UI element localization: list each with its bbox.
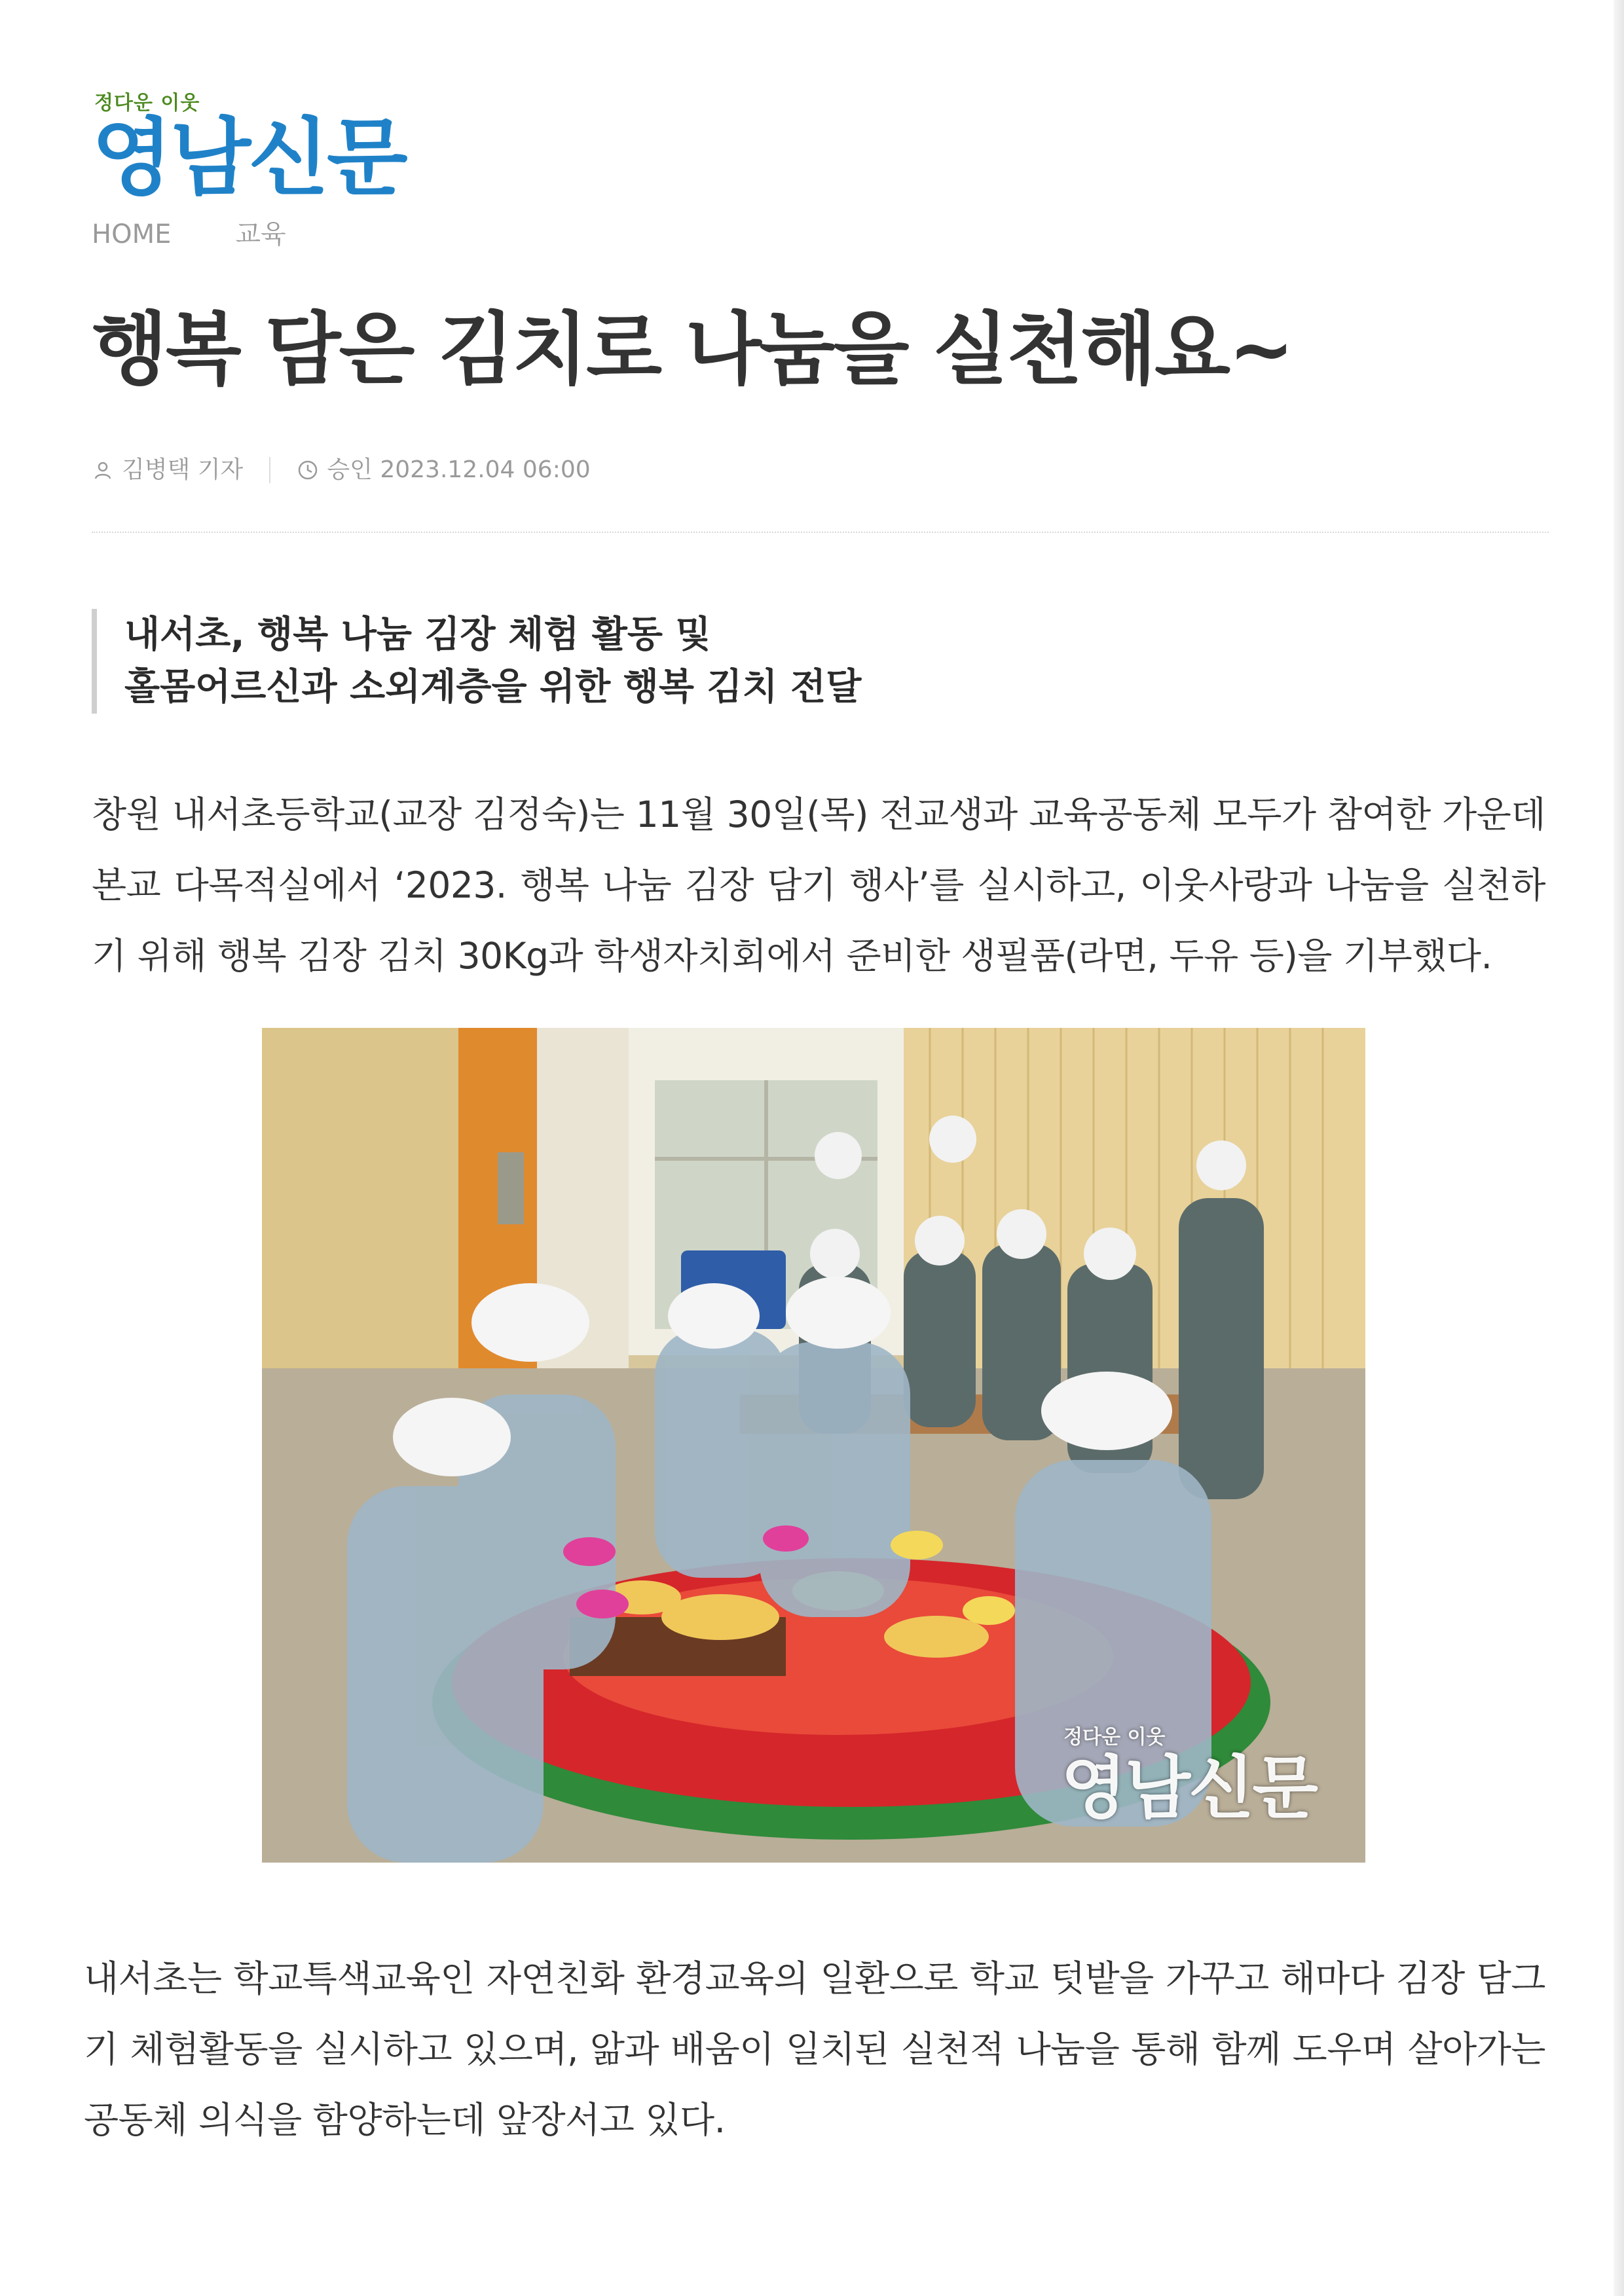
- article-paragraph-1: 창원 내서초등학교(교장 김정숙)는 11월 30일(목) 전교생과 교육공동체 모두가 참여한 가운데 본교 다목적실에서 ‘2023. 행복 나눔 김장 담기 행사’를 실시하고, 이웃사랑과 나눔을 실천하기 위해 행복 김장 김치 30Kg과 학생자치회에서 준비한 생필품(라면, 두유 등)을 기부했다.: [92, 793, 1545, 977]
- article-headline: 행복 담은 김치로 나눔을 실천해요~: [92, 304, 1293, 395]
- article-subheadline: [92, 609, 1369, 714]
- scan-page-edge: [1614, 0, 1624, 2296]
- article-meta: [92, 452, 591, 488]
- photo-watermark: [1061, 1721, 1316, 1827]
- article-photo: [262, 1028, 1365, 1863]
- breadcrumb-section[interactable]: 교육: [235, 219, 286, 249]
- masthead-tagline: 정다운 이웃: [94, 92, 200, 115]
- masthead-logo[interactable]: [92, 90, 405, 207]
- person-icon: [92, 459, 114, 481]
- masthead-name: 영남신문: [92, 109, 405, 207]
- clock-icon: [297, 459, 319, 481]
- watermark-name: 영남신문: [1061, 1748, 1316, 1828]
- article-approved-date: 승인 2023.12.04 06:00: [327, 456, 591, 483]
- meta-separator: [269, 457, 270, 483]
- breadcrumb-home[interactable]: HOME: [92, 219, 172, 249]
- article-paragraph-2: 내서초는 학교특색교육인 자연친화 환경교육의 일환으로 학교 텃밭을 가꾸고 해마다 김장 담그기 체험활동을 실시하고 있으며, 앎과 배움이 일치된 실천적 나눔을 통해 함께 도우며 살아가는 공동체 의식을 함양하는데 앞장서고 있다.: [84, 1958, 1545, 2141]
- header-divider: [92, 532, 1549, 533]
- subheadline-line-1: 내서초, 행복 나눔 김장 체험 활동 및: [124, 613, 711, 656]
- breadcrumb: [92, 216, 286, 253]
- subheadline-line-2: 홀몸어르신과 소외계층을 위한 행복 김치 전달: [124, 666, 862, 708]
- watermark-tagline: 정다운 이웃: [1063, 1726, 1166, 1749]
- article-author: 김병택 기자: [122, 456, 244, 483]
